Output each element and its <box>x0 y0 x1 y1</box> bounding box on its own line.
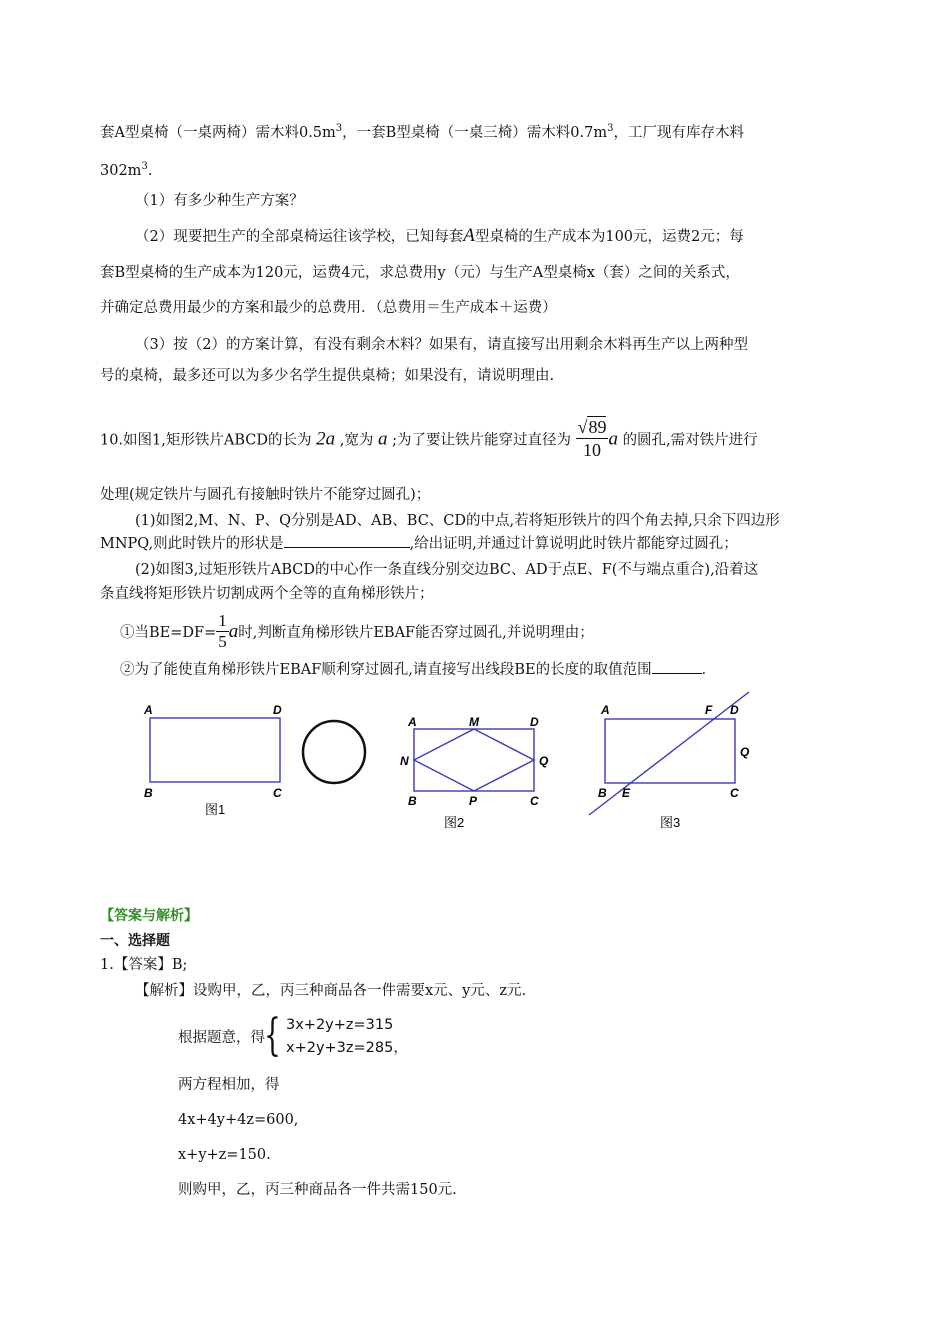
p9-302m: 302m <box>100 162 142 179</box>
p9-q2-line-1 <box>135 225 744 248</box>
fig3-label-d: D <box>730 703 739 717</box>
fig2-label-q: Q <box>539 754 549 768</box>
left-brace: { <box>264 1010 281 1061</box>
fig3-label-q: Q <box>740 745 750 759</box>
var-a: a <box>608 428 618 450</box>
hole-circle <box>303 721 365 783</box>
fraction-1-5 <box>216 611 229 652</box>
p10-part1-text-a: MNPQ,则此时铁片的形状是 <box>100 536 284 552</box>
p10-part1-line-1: (1)如图2,M、N、P、Q分别是AD、AB、BC、CD的中点,若将矩形铁片的四个角去掉,只余下四边形 <box>135 513 780 529</box>
length-2a: 2a <box>316 428 336 450</box>
var-a: a <box>228 621 239 642</box>
p9-text-c: ，工厂现有库存木料 <box>613 124 744 141</box>
figure-2 <box>400 715 549 830</box>
analysis-1: 【解析】设购甲，乙，丙三种商品各一件需要x元、y元、z元. <box>135 983 527 999</box>
solution-line-2: 两方程相加，得 <box>178 1077 280 1093</box>
answer-blank <box>652 659 702 674</box>
fig2-rectangle <box>414 729 534 791</box>
p9-q2-line-2: 套B型桌椅的生产成本为120元，运费4元，求总费用y（元）与生产A型桌椅x（套）之间的关系式， <box>100 265 740 281</box>
p9-q3-line-1: （3）按（2）的方案计算，有没有剩余木料？如果有，请直接写出用剩余木料再生产以上两种型 <box>135 337 748 353</box>
p9-q1: （1）有多少种生产方案？ <box>135 193 304 209</box>
fig2-label-p: P <box>469 794 478 808</box>
section-title: 一、选择题 <box>100 933 170 949</box>
p9-q2-text-a: （2）现要把生产的全部桌椅运往该学校，已知每套 <box>135 229 464 245</box>
p10-text-c: ;为了要让铁片能穿过直径为 <box>392 432 571 449</box>
fig1-label-a: A <box>144 703 153 717</box>
p9-q3-line-2: 号的桌椅，最多还可以为多少名学生提供桌椅；如果没有，请说明理由. <box>100 368 555 384</box>
p10-line-2: 处理(规定铁片与圆孔有接触时铁片不能穿过圆孔)； <box>100 487 431 503</box>
fig3-cut-line <box>589 692 749 815</box>
fig3-caption: 图3 <box>660 815 681 830</box>
solution-line-5: 则购甲，乙，丙三种商品各一件共需150元. <box>178 1182 457 1198</box>
p10-sub1 <box>120 612 594 654</box>
answers-header: 【答案与解析】 <box>100 908 198 924</box>
p10-sub1-text-b: 时,判断直角梯形铁片EBAF能否穿过圆孔,并说明理由； <box>238 625 594 641</box>
p10-text-d: 的圆孔,需对铁片进行 <box>622 432 758 449</box>
figures-svg <box>0 690 950 850</box>
solution-line-3: 4x+4y+4z=600, <box>178 1112 299 1128</box>
p9-line-1 <box>100 118 744 144</box>
equations <box>286 1014 408 1060</box>
fig1-rectangle <box>150 718 280 782</box>
equation-1: 3x+2y+z=315 <box>286 1017 394 1033</box>
p9-period: . <box>147 162 153 179</box>
fig1-caption: 图1 <box>205 802 226 817</box>
numerator-1: 1 <box>218 610 227 630</box>
p10-part1-line-2 <box>100 533 738 555</box>
fig3-label-e: E <box>622 786 631 800</box>
fig3-label-f: F <box>705 703 713 717</box>
superscript-3: 3 <box>141 161 148 172</box>
p10-text-a: 10.如图1,矩形铁片ABCD的长为 <box>100 432 312 449</box>
p9-q2-text-b: 型桌椅的生产成本为100元，运费2元；每 <box>474 229 744 245</box>
figure-3 <box>589 692 750 830</box>
fig3-rectangle <box>605 719 735 783</box>
equation-comma: ， <box>393 1040 408 1056</box>
p10-text-b: ,宽为 <box>339 432 374 449</box>
denominator-10: 10 <box>583 440 601 460</box>
answer-blank <box>284 533 410 548</box>
fig3-label-c: C <box>730 786 739 800</box>
answer-1: 1.【答案】B; <box>100 957 188 973</box>
p9-line-2 <box>100 156 152 182</box>
denominator-5: 5 <box>218 631 227 651</box>
fig2-label-n: N <box>400 754 409 768</box>
p9-text-b: ，一套B型桌椅（一桌三椅）需木料0.7m <box>342 124 608 141</box>
p10-part2-line-1: (2)如图3,过矩形铁片ABCD的中心作一条直线分别交边BC、AD于点E、F(不与端点重合),沿着这 <box>135 562 759 578</box>
fig2-label-a: A <box>408 715 417 729</box>
sqrt-89: 89 <box>588 417 607 437</box>
p10-sub2-text-a: ②为了能使直角梯形铁片EBAF顺利穿过圆孔,请直接写出线段BE的长度的取值范围 <box>120 662 652 678</box>
fig2-caption: 图2 <box>444 815 465 830</box>
fig2-label-c: C <box>530 794 539 808</box>
p10-sub1-text-a: ①当BE=DF= <box>120 625 217 641</box>
diameter-fraction: $\frac{√89}{10}$ <box>577 417 607 460</box>
superscript-3: 3 <box>335 123 343 134</box>
p10-sub2 <box>120 659 716 681</box>
var-a: A <box>463 225 475 246</box>
equation-2: x+2y+3z=285 <box>286 1040 394 1056</box>
p10-intro <box>100 418 758 463</box>
width-a: a <box>377 428 388 450</box>
p10-part2-line-2: 条直线将矩形铁片切割成两个全等的直角梯形铁片； <box>100 586 434 602</box>
solution-line-1: 根据题意，得 <box>178 1030 265 1046</box>
fig2-label-b: B <box>408 794 417 808</box>
solution-line-4: x+y+z=150. <box>178 1147 271 1163</box>
fig1-label-d: D <box>273 703 282 717</box>
p9-q2-line-3: 并确定总费用最少的方案和最少的总费用．（总费用＝生产成本＋运费） <box>100 300 557 316</box>
p9-text-a: 套A型桌椅（一桌两椅）需木料0.5m <box>100 124 336 141</box>
superscript-3: 3 <box>607 123 614 134</box>
fig3-label-b: B <box>598 786 607 800</box>
p10-part1-text-b: ,给出证明,并通过计算说明此时铁片都能穿过圆孔； <box>409 536 738 552</box>
fig2-label-m: M <box>469 715 479 729</box>
figure-1 <box>143 703 365 817</box>
fig2-label-d: D <box>530 715 539 729</box>
p10-sub2-text-b: ． <box>701 662 717 678</box>
fig1-label-c: C <box>273 786 282 800</box>
fig2-rhombus <box>414 729 534 791</box>
fig1-label-b: B <box>144 786 153 800</box>
fig3-label-a: A <box>601 703 610 717</box>
